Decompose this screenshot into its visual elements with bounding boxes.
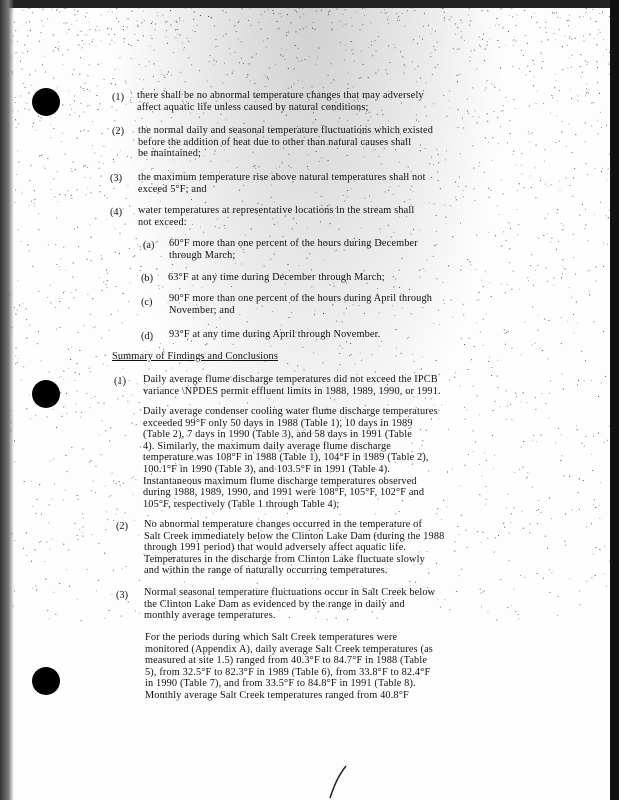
condition-3-number: (3) [110,173,123,184]
summary-heading: Summary of Findings and Conclusions [112,351,278,362]
condition-4d-text: 93°F at any time during April through November. [169,329,381,340]
pen-mark [320,758,380,800]
condition-1-text: there shall be no abnormal temperature changes that may adversely affect aquatic life unless caused by natural conditions; [137,90,424,113]
finding-1-text: Daily average flume discharge temperatures did not exceed the IPCB variance \NPDES permit effluent limits in 1988, 1989, 1990, or 1991. [143,374,441,397]
condition-4b-text: 63°F at any time during December through March; [168,272,385,283]
scan-edge-top [0,0,619,8]
condition-4-number: (4) [110,207,123,218]
condition-2-text: the normal daily and seasonal temperature fluctuations which existed before the addition of heat due to other than natural causes shall be maintained; [138,125,433,160]
condition-3-text: the maximum temperature rise above natural temperatures shall not exceed 5°F; and [138,172,426,195]
finding-2-number: (2) [116,521,129,532]
finding-1-detail: Daily average condenser cooling water flume discharge temperatures exceeded 99°F only 50 days in 1988 (Table 1), 10 days in 1989 (Table 2), 7 days in 1990 (Table 3), and 58 days in 1991 (Table 4). Similarly, the maximum daily average flume discharge temperature was 108°F in 1988 (Table 1), 104°F in 1989 (Table 2), 100.1°F in 1990 (Table 3), and 103.5°F in 1991 (Table 4). Instantaneous maximum flume discharge temperatures observed during 1988, 1989, 1990, and 1991 were 108°F, 105°F, 102°F and 105°F, respectively (Table 1 through Table 4); [143,406,438,510]
finding-1-number: (1) [114,376,127,387]
finding-3-number: (3) [116,590,129,601]
finding-3-text: Normal seasonal temperature fluctuations occur in Salt Creek below the Clinton Lake Dam as evidenced by the range in daily and monthly average temperatures. [144,587,436,622]
condition-4c-letter: (c) [141,297,153,308]
punch-hole-bottom [32,667,60,695]
condition-4a-letter: (a) [143,240,155,251]
condition-4b-letter: (b) [141,273,154,284]
condition-4a-text: 60°F more than one percent of the hours during December through March; [169,238,418,261]
punch-hole-middle [32,380,60,408]
scan-edge-left [0,0,14,800]
condition-4-text: water temperatures at representative locations in the stream shall not exceed: [138,205,415,228]
finding-3-detail: For the periods during which Salt Creek temperatures were monitored (Appendix A), daily average Salt Creek temperatures (as measured at site 1.5) ranged from 40.3°F to 84.7°F in 1988 (Table 5), from 32.5°F to 82.3°F in 1989 (Table 6), from 33.8°F to 82.4°F in 1990 (Table 7), and from 33.5°F to 84.8°F in 1991 (Table 8). Monthly average Salt Creek temperatures ranged from 40.8°F [145,632,433,701]
condition-4c-text: 90°F more than one percent of the hours during April through November; and [169,293,433,316]
condition-1-number: (1) [112,92,125,103]
scan-edge-right [610,0,619,800]
finding-2-text: No abnormal temperature changes occurred in the temperature of Salt Creek immediately below the Clinton Lake Dam (during the 1988 through 1991 period) that would adversely affect aquatic life. Temperatures in the discharge from Clinton Lake fluctuate slowly and within the range of naturally occurring temperatures. [144,519,445,577]
punch-hole-top [32,88,60,116]
condition-4d-letter: (d) [141,331,154,342]
condition-2-number: (2) [112,126,125,137]
